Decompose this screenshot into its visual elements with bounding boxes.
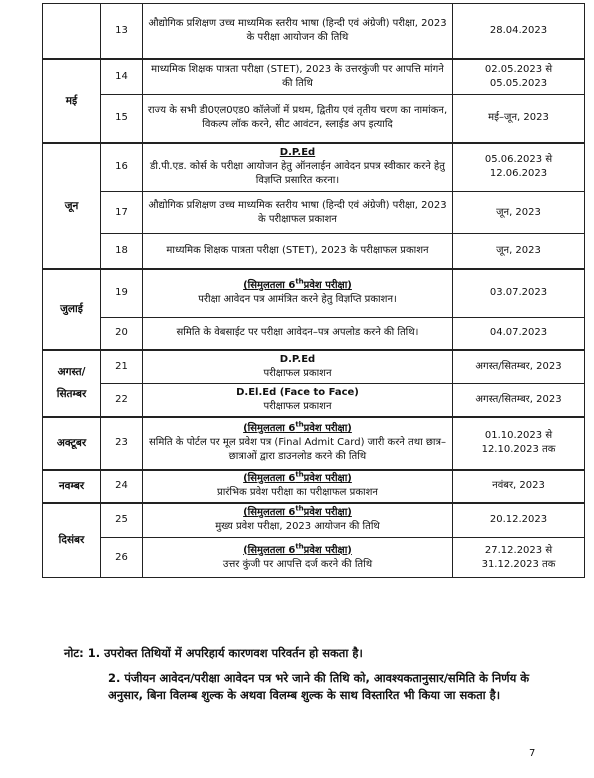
event-date: 03.07.2023	[453, 269, 585, 318]
serial-number: 21	[101, 350, 143, 384]
event-date: जून, 2023	[453, 234, 585, 269]
serial-number: 22	[101, 384, 143, 417]
month-june: जून	[43, 143, 101, 269]
row-text: मुख्य प्रवेश परीक्षा, 2023 आयोजन की तिथि	[215, 521, 380, 533]
serial-number: 18	[101, 234, 143, 269]
row-heading: D.P.Ed	[279, 353, 316, 365]
event-description: समिति के वेबसाईट पर परीक्षा आवेदन–पत्र अपलोड करने की तिथि।	[143, 318, 453, 350]
row-heading: D.El.Ed (Face to Face)	[236, 386, 359, 398]
month-cell-prev	[43, 4, 101, 59]
row-heading: (सिमुलतला 6thप्रवेश परीक्षा)	[243, 277, 352, 292]
event-description	[143, 538, 453, 578]
event-date: नवंबर, 2023	[453, 470, 585, 503]
month-aug-sep: अगस्त/ सितम्बर	[43, 350, 101, 417]
month-november: नवम्बर	[43, 470, 101, 503]
event-date: 04.07.2023	[453, 318, 585, 350]
event-description	[143, 143, 453, 192]
event-date: अगस्त/सितम्बर, 2023	[453, 384, 585, 417]
event-description	[143, 470, 453, 503]
table-row	[43, 318, 585, 350]
month-may: मई	[43, 59, 101, 143]
row-text: प्रारंभिक प्रवेश परीक्षा का परीक्षाफल प्रकाशन	[217, 487, 378, 498]
event-date: 28.04.2023	[453, 4, 585, 59]
row-heading: (सिमुलतला 6thप्रवेश परीक्षा)	[243, 542, 352, 556]
row-text: समिति के पोर्टल पर मूल प्रवेश पत्र (Final Admit Card) जारी करने तथा छात्र–छात्राओं द्वारा डाउनलोड करने की तिथि	[149, 437, 446, 462]
event-date: 02.05.2023 से 05.05.2023	[453, 59, 585, 95]
row-text: उत्तर कुंजी पर आपत्ति दर्ज करने की तिथि	[222, 558, 373, 570]
serial-number: 19	[101, 269, 143, 318]
serial-number: 15	[101, 95, 143, 143]
row-text: डी.पी.एड. कोर्स के परीक्षा आयोजन हेतु ऑनलाईन आवेदन प्रपत्र स्वीकार करने हेतु विज्ञप्ति प्रसारित करना।	[150, 161, 445, 187]
event-description	[143, 350, 453, 384]
note-1: नोट: 1. उपरोक्त तिथियों में अपरिहार्य कारणवश परिवर्तन हो सकता है।	[64, 646, 363, 660]
event-description: औद्योगिक प्रशिक्षण उच्च माध्यमिक स्तरीय भाषा (हिन्दी एवं अंग्रेजी) परीक्षा, 2023 के परीक्षाफल प्रकाशन	[143, 192, 453, 234]
event-description	[143, 384, 453, 417]
event-date: 01.10.2023 से 12.10.2023 तक	[453, 417, 585, 470]
table-row	[43, 234, 585, 269]
table-row	[43, 269, 585, 318]
table-row	[43, 143, 585, 192]
month-december: दिसंबर	[43, 503, 101, 578]
serial-number: 24	[101, 470, 143, 503]
table-row	[43, 192, 585, 234]
serial-number: 17	[101, 192, 143, 234]
table-row	[43, 4, 585, 59]
serial-number: 13	[101, 4, 143, 59]
serial-number: 20	[101, 318, 143, 350]
schedule-table	[42, 3, 585, 578]
event-date: मई–जून, 2023	[453, 95, 585, 143]
serial-number: 25	[101, 503, 143, 538]
month-july: जुलाई	[43, 269, 101, 350]
event-date: 05.06.2023 से 12.06.2023	[453, 143, 585, 192]
table-row	[43, 384, 585, 417]
table-row	[43, 59, 585, 95]
table-row	[43, 95, 585, 143]
serial-number: 16	[101, 143, 143, 192]
event-date: जून, 2023	[453, 192, 585, 234]
event-date: अगस्त/सितम्बर, 2023	[453, 350, 585, 384]
event-description: राज्य के सभी डी0एल0एड0 कॉलेजों में प्रथम, द्वितीय एवं तृतीय चरण का नामांकन, विकल्प लॉक करने, सीट आवंटन, स्लाईड अप इत्यादि	[143, 95, 453, 143]
event-date: 27.12.2023 से 31.12.2023 तक	[453, 538, 585, 578]
row-text: परीक्षाफल प्रकाशन	[263, 367, 332, 379]
row-heading: (सिमुलतला 6thप्रवेश परीक्षा)	[243, 504, 352, 519]
event-description: औद्योगिक प्रशिक्षण उच्च माध्यमिक स्तरीय भाषा (हिन्दी एवं अंग्रेजी) परीक्षा, 2023 के परीक्षा आयोजन की तिथि	[143, 4, 453, 59]
month-october: अक्टूबर	[43, 417, 101, 470]
serial-number: 23	[101, 417, 143, 470]
row-heading: (सिमुलतला 6thप्रवेश परीक्षा)	[243, 470, 352, 484]
notes-section	[64, 645, 564, 704]
row-text: परीक्षाफल प्रकाशन	[263, 400, 332, 412]
row-heading: D.P.Ed	[279, 147, 316, 159]
table-row	[43, 538, 585, 578]
table-row	[43, 350, 585, 384]
event-description: माध्यमिक शिक्षक पात्रता परीक्षा (STET), 2023 के उत्तरकुंजी पर आपत्ति मांगने की तिथि	[143, 59, 453, 95]
page-number: 7	[529, 748, 536, 759]
table-row	[43, 470, 585, 503]
row-text: परीक्षा आवेदन पत्र आमंत्रित करने हेतु विज्ञप्ति प्रकाशन।	[198, 294, 397, 306]
event-description	[143, 417, 453, 470]
event-description	[143, 503, 453, 538]
serial-number: 26	[101, 538, 143, 578]
table-row	[43, 503, 585, 538]
table-row	[43, 417, 585, 470]
event-description: माध्यमिक शिक्षक पात्रता परीक्षा (STET), 2023 के परीक्षाफल प्रकाशन	[143, 234, 453, 269]
row-heading: (सिमुलतला 6thप्रवेश परीक्षा)	[243, 420, 352, 434]
note-2: 2. पंजीयन आवेदन/परीक्षा आवेदन पत्र भरे जाने की तिथि को, आवश्यकतानुसार/समिति के निर्णय के अनुसार, बिना विलम्ब शुल्क के अथवा विलम्ब शुल्क के साथ विस्तारित भी किया जा सकता है।	[108, 671, 530, 702]
event-date: 20.12.2023	[453, 503, 585, 538]
serial-number: 14	[101, 59, 143, 95]
event-description	[143, 269, 453, 318]
